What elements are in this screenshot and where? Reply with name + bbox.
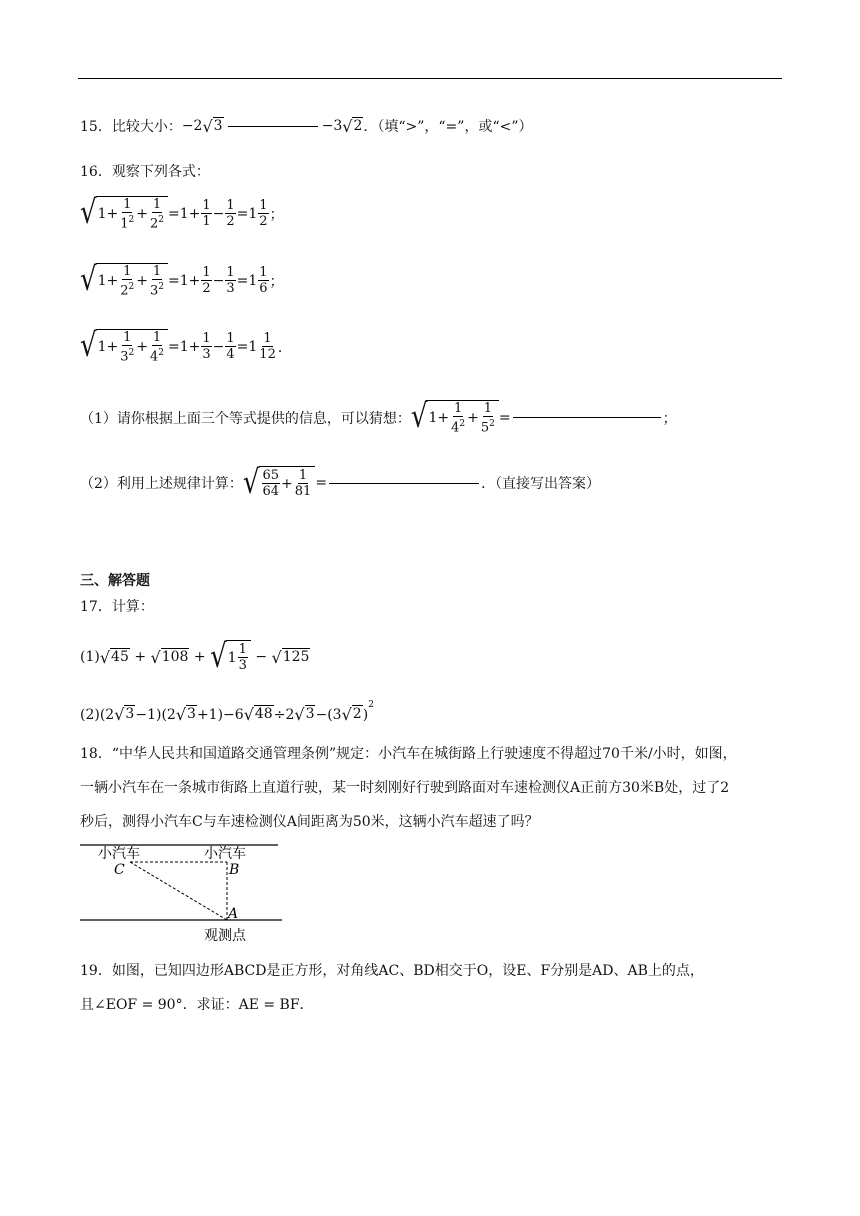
section-heading: 三、解答题 (80, 573, 150, 589)
question-text: 比较大小： (111, 119, 182, 135)
observation-point-label: 观测点 (204, 928, 246, 944)
question-18-line-1: 18．“中华人民共和国道路交通管理条例”规定：小汽车在城街路上行驶速度不得超过70千米/小时，如图， (80, 746, 737, 762)
question-17-part-2: (2) (2 √ 3 −1)(2 √ 3 +1)−6 √ 48 ÷2 √ 3 −(3 √ 2 ) $^2$ (80, 699, 374, 724)
speed-check-diagram (78, 840, 288, 950)
question-17-part-1: (1) √ 45 + √ 108 + √ 1 $\frac{1}{3}$ − √ 125 (80, 638, 310, 676)
answer-blank-1[interactable] (513, 417, 661, 418)
car-right-label: 小汽车 (204, 846, 246, 862)
point-B-label: B (229, 862, 240, 878)
question-16-intro: 16．观察下列各式： (80, 164, 210, 180)
question-16-part-2: （2）利用上述规律计算： √ $\frac{65}{64}$ + $\frac{1}{81}$ = ．（直接写出答案） (80, 464, 601, 502)
answer-blank-2[interactable] (329, 483, 479, 484)
question-17: 17．计算： (80, 599, 154, 615)
header-rule (78, 78, 782, 79)
question-16-part-1: （1）请你根据上面三个等式提供的信息，可以猜想： √ 1+ $\frac{1}{4^2}$ + $\frac{1}{5^2}$ = ； (80, 398, 677, 436)
sqrt-3: √ 3 (202, 116, 223, 136)
answer-blank[interactable] (228, 126, 318, 127)
segment-CA (130, 862, 227, 920)
question-18-line-3: 秒后，测得小汽车C与车速检测仪A间距离为50米，这辆小汽车超速了吗？ (80, 814, 539, 830)
expr-left-coef: −2 (181, 118, 203, 134)
equation-3: √ 1+ $\frac{1}{3^2}$ + $\frac{1}{4^2}$ =1+ $\frac{1}{3}$ − $\frac{1}{4}$ =1 $\frac{1}{12}$ ． (80, 327, 292, 365)
point-A-label: A (228, 906, 239, 922)
question-15 (80, 116, 533, 136)
question-number: 15． (80, 119, 112, 135)
question-19-line-2: 且∠EOF = 90°．求证：AE = BF． (80, 997, 314, 1013)
question-18-line-2: 一辆小汽车在一条城市街路上直道行驶，某一时刻刚好行驶到路面对车速检测仪A正前方30米B处，过了2 (80, 780, 730, 796)
sqrt-2: √ 2 (342, 116, 363, 136)
equation-1: √ 1+ $\frac{1}{1^2}$ + $\frac{1}{2^2}$ =1+ $\frac{1}{1}$ − $\frac{1}{2}$ =1 $\frac{1}{2}$ ； (80, 194, 284, 232)
question-hint: ．（填“>”，“=”，或“<”） (363, 119, 533, 135)
equation-2: √ 1+ $\frac{1}{2^2}$ + $\frac{1}{3^2}$ =1+ $\frac{1}{2}$ − $\frac{1}{3}$ =1 $\frac{1}{6}$ ； (80, 261, 284, 299)
point-C-label: C (114, 862, 125, 878)
car-left-label: 小汽车 (98, 846, 140, 862)
expr-right-coef: −3 (321, 118, 343, 134)
question-19-line-1: 19．如图，已知四边形ABCD是正方形，对角线AC、BD相交于O，设E、F分别是AD、AB上的点， (80, 963, 704, 979)
